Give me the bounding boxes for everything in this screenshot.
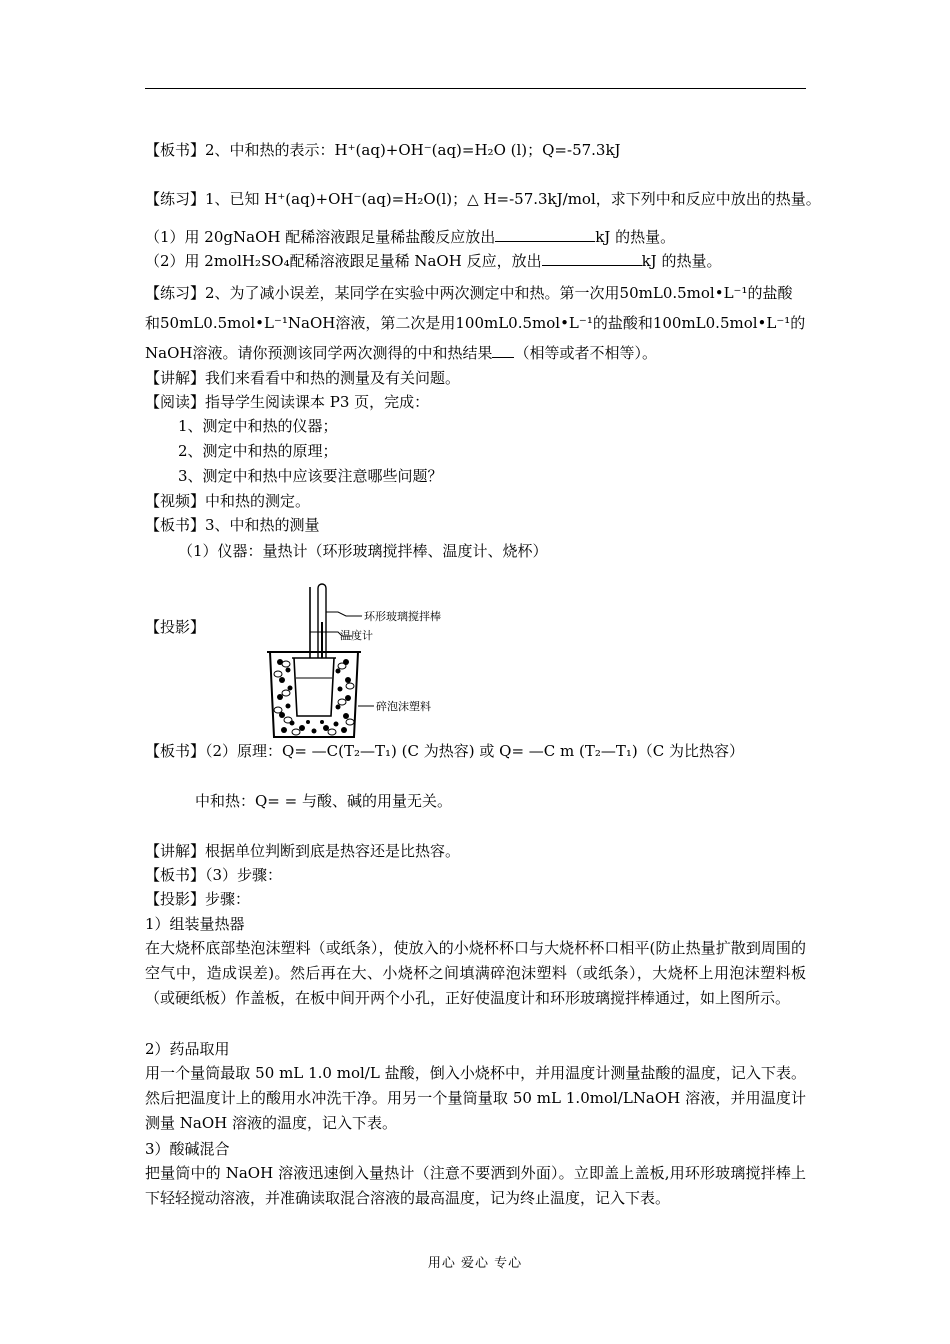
step-2-title: 2）药品取用 [145,1040,230,1058]
q1-blank [495,227,595,242]
line-exercise-2-b: 和50mL0.5mol•L⁻¹NaOH溶液，第二次是用100mL0.5mol•L⁻¹的盐酸和100mL0.5mol•L⁻¹的 [145,314,806,332]
line-projection-steps: 【投影】步骤： [145,890,251,908]
line-exercise-2-c [145,342,810,364]
line-exercise-1-q2 [145,250,810,272]
q1-text: （1）用 20gNaOH 配稀溶液跟足量稀盐酸反应放出 [145,228,496,246]
line-board-steps: 【板书】（3）步骤： [145,866,283,884]
q2-text: （2）用 2molH₂SO₄配稀溶液跟足量稀 NaOH 反应，放出 [145,252,542,270]
reading-item-2: 2、测定中和热的原理； [178,442,338,460]
step-1-text: 在大烧杯底部垫泡沫塑料（或纸条），使放入的小烧杯杯口与大烧杯杯口相平(防止热量扩散到周围的空气中，造成误差)。然后再在大、小烧杯之间填满碎泡沫塑料（或纸条），大烧杯上用泡沫塑料板（或硬纸板）作盖板，在板中间开两个小孔，正好使温度计和环形玻璃搅拌棒通过，如上图所示。 [145,939,806,1007]
step-3-text: 把量筒中的 NaOH 溶液迅速倒入量热计（注意不要洒到外面）。立即盖上盖板,用环形玻璃搅拌棒上下轻轻搅动溶液，并准确读取混合溶液的最高温度，记为终止温度，记入下表。 [145,1164,806,1207]
ex2-blank [492,343,514,358]
step-1-title: 1）组装量热器 [145,915,245,933]
label-stirrer: 环形玻璃搅拌棒 [364,610,441,623]
line-projection: 【投影】 [145,618,206,636]
line-instruments: （1）仪器：量热计（环形玻璃搅拌棒、温度计、烧杯） [178,542,548,560]
line-neutralization-heat: 中和热：Q= = 与酸、碱的用量无关。 [195,792,452,810]
step-2-text: 用一个量筒最取 50 mL 1.0 mol/L 盐酸，倒入小烧杯中，并用温度计测量盐酸的温度，记入下表。然后把温度计上的酸用水冲洗干净。用另一个量筒量取 50 mL 1.0mol/LNaOH 溶液，并用温度计测量 NaOH 溶液的温度，记入下表。 [145,1064,806,1132]
page-footer: 用心 爱心 专心 [427,1256,523,1271]
line-exercise-1: 【练习】1、已知 H⁺(aq)+OH⁻(aq)=H₂O(l)；△ H=-57.3kJ/mol，求下列中和反应中放出的热量。 [145,190,821,208]
line-principle: 【板书】（2）原理：Q= —C(T₂—T₁) (C 为热容) 或 Q= —C m (T₂—T₁)（C 为比热容） [145,742,745,760]
reading-item-1: 1、测定中和热的仪器； [178,417,338,435]
q2-blank [542,251,642,266]
line-reading: 【阅读】指导学生阅读课本 P3 页，完成： [145,393,430,411]
q1-tail: kJ 的热量。 [595,228,676,246]
q2-tail: kJ 的热量。 [641,252,722,270]
calorimeter-figure [262,582,462,742]
line-explain-2: 【讲解】根据单位判断到底是热容还是比热容。 [145,842,461,860]
line-board-3: 【板书】3、中和热的测量 [145,516,320,534]
line-explain-1: 【讲解】我们来看看中和热的测量及有关问题。 [145,369,461,387]
line-exercise-2: 【练习】2、为了减小误差，某同学在实验中两次测定中和热。第一次用50mL0.5mol•L⁻¹的盐酸 [145,284,793,302]
ex2-tail: （相等或者不相等）。 [514,344,657,362]
line-exercise-1-q1 [145,226,810,248]
label-foam: 碎泡沫塑料 [376,700,431,713]
reading-item-3: 3、测定中和热中应该要注意哪些问题？ [178,467,443,485]
line-board-2: 【板书】2、中和热的表示：H⁺(aq)+OH⁻(aq)=H₂O (l)；Q=-57.3kJ [145,141,621,159]
ex2-text: NaOH溶液。请你预测该同学两次测得的中和热结果 [145,344,493,362]
step-3-title: 3）酸碱混合 [145,1140,230,1158]
header-rule [145,88,806,89]
label-thermometer: 温度计 [340,629,373,642]
line-video: 【视频】中和热的测定。 [145,492,311,510]
